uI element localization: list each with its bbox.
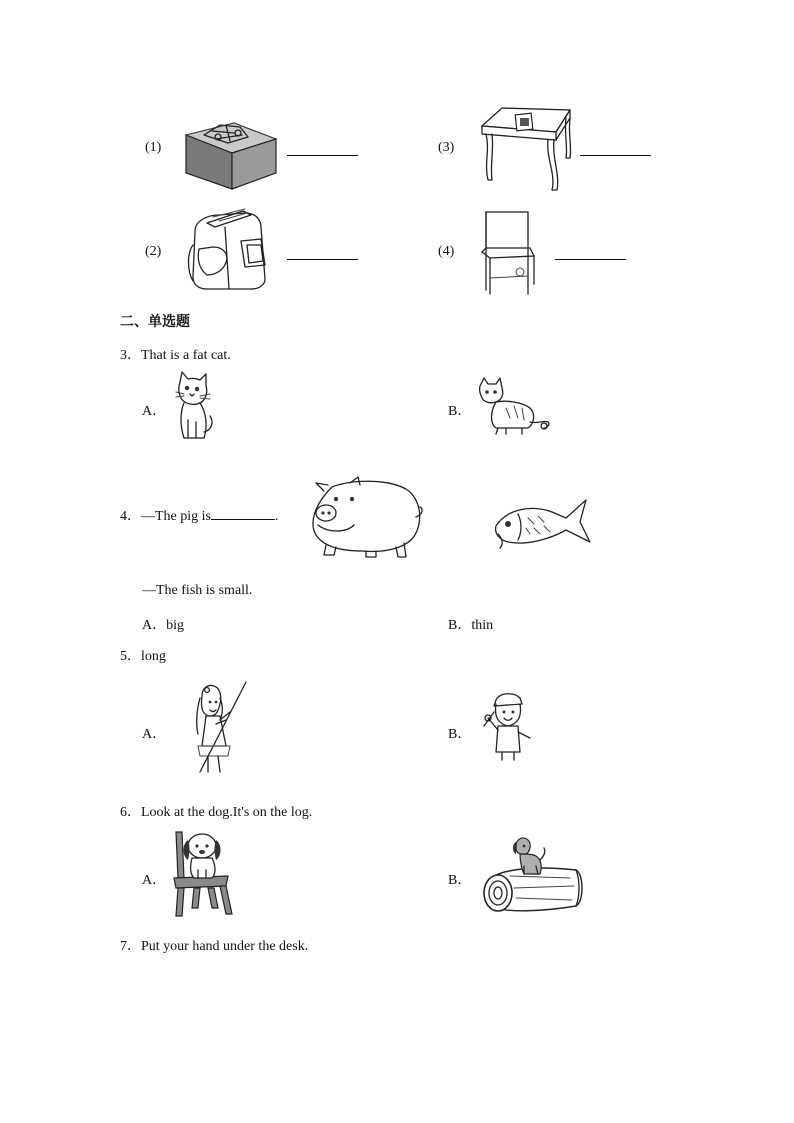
boy-with-short-stick-icon xyxy=(478,690,538,762)
chair-icon xyxy=(478,208,538,298)
question-4-option-b[interactable] xyxy=(448,614,493,634)
question-4-second-line: —The fish is small. xyxy=(142,583,253,598)
desk-icon xyxy=(476,104,574,194)
item-number-3: (3) xyxy=(438,140,455,155)
fish-icon xyxy=(490,496,592,550)
sitting-cat-icon xyxy=(170,370,216,444)
item-number-2: (2) xyxy=(145,244,162,259)
question-5-option-b[interactable]: B． xyxy=(448,727,472,742)
girl-with-long-stick-icon xyxy=(186,676,256,776)
dog-on-log-icon xyxy=(480,832,586,916)
question-4-prompt xyxy=(120,505,279,525)
question-3-option-a[interactable]: A． xyxy=(142,404,167,419)
question-4-period: . xyxy=(275,509,279,524)
question-4-option-a-letter: A． xyxy=(142,618,167,633)
lying-cat-icon xyxy=(476,378,554,436)
item-number-1: (1) xyxy=(145,140,162,155)
question-6-prompt: 6．Look at the dog.It's on the log. xyxy=(120,805,313,820)
question-6-option-a[interactable]: A． xyxy=(142,873,167,888)
question-4-option-b-letter: B． xyxy=(448,618,472,633)
section-title: 二、单选题 xyxy=(120,314,190,330)
question-4-option-b-text: thin xyxy=(471,618,494,633)
dog-on-chair-icon xyxy=(168,830,234,918)
question-5-prompt: 5．long xyxy=(120,649,166,664)
question-4-option-a-text: big xyxy=(166,618,185,633)
question-4-option-a[interactable] xyxy=(142,614,184,634)
answer-blank-2[interactable] xyxy=(287,259,358,260)
pig-icon xyxy=(302,477,426,559)
answer-blank-3[interactable] xyxy=(580,155,651,156)
answer-blank-1[interactable] xyxy=(287,155,358,156)
question-7-prompt: 7．Put your hand under the desk. xyxy=(120,939,309,954)
question-6-option-b[interactable]: B． xyxy=(448,873,472,888)
question-5-option-a[interactable]: A． xyxy=(142,727,167,742)
schoolbag-icon xyxy=(185,205,281,291)
answer-blank-4[interactable] xyxy=(555,259,626,260)
question-4-prompt-text: 4．—The pig is xyxy=(120,509,211,524)
item-number-4: (4) xyxy=(438,244,455,259)
question-3-prompt: 3．That is a fat cat. xyxy=(120,348,231,363)
question-3-option-b[interactable]: B． xyxy=(448,404,472,419)
question-4-blank[interactable] xyxy=(211,507,275,520)
pencil-box-icon xyxy=(182,113,278,191)
